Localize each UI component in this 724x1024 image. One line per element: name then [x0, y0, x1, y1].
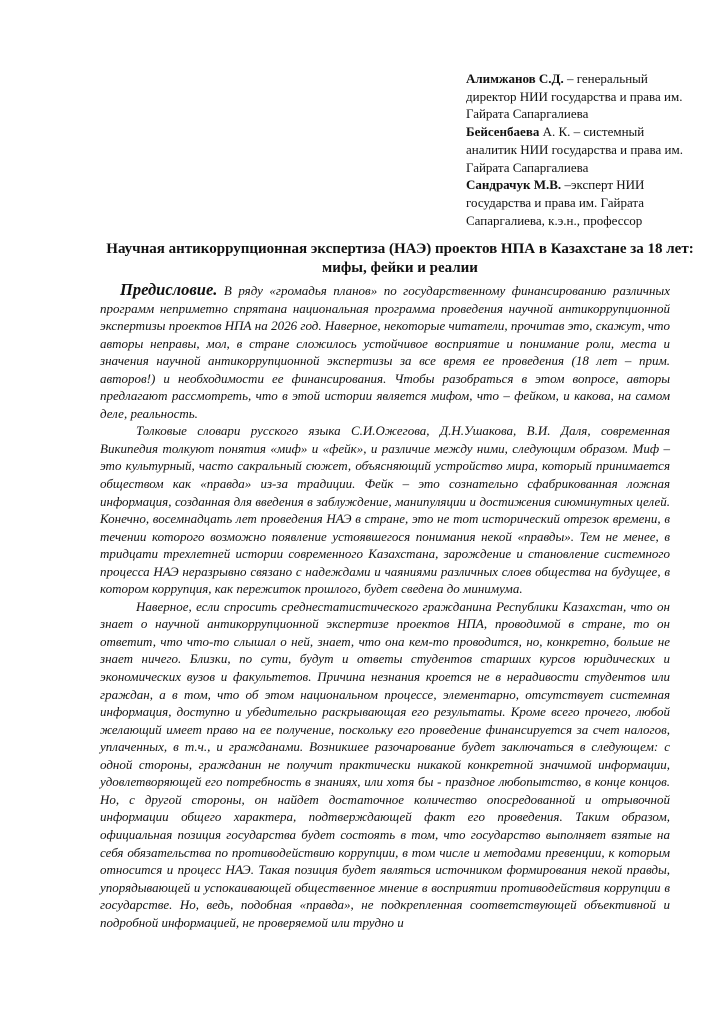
author-name: Бейсенбаева — [466, 124, 540, 140]
paragraph-preface — [100, 281, 670, 422]
author-name: Алимжанов С.Д. — [466, 71, 564, 86]
paragraph-definitions: Толковые словари русского языка С.И.Ожегова, Д.Н.Ушакова, В.И. Даля, современная Википедия толкуют понятия «миф» и «фейк», и различие между ними, следующим образом. Миф – это культурный, часто сакральный сюжет, объясняющий устройство мира, который принимается обществом как «правда» из-за традиции. Фейк – это сознательно сфабрикованная ложная информация, созданная для введения в заблуждение, манипуляции и достижения сиюминутных целей. Конечно, восемнадцать лет проведения НАЭ в стране, это не тот исторический отрезок времени, в течении которого возможно появление устоявшегося понимания некой «правды». Тем не менее, в тридцати трехлетней истории современного Казахстана, зарождение и становление системного процесса НАЭ неразрывно связано с надеждами и чаяниями различных слоев общества на будущее, в котором коррупция, как пережиток прошлого, будет сведена до минимума. — [100, 423, 670, 597]
authors-block — [466, 70, 696, 229]
article-body — [100, 281, 670, 931]
author-name: Сандрачук М.В. — [466, 177, 562, 193]
article-title: Научная антикоррупционная экспертиза (НАЭ) проектов НПА в Казахстане за 18 лет: мифы, фейки и реалии — [106, 241, 694, 276]
author-description: –эксперт НИИ государства и права им. Гайрата Сапаргалиева, к.э.н., профессор — [466, 177, 645, 228]
author-description: А. К. – системный аналитик НИИ государства и права им. Гайрата Сапаргалиева — [466, 124, 683, 175]
author-description: – генеральный директор НИИ государства и права им. Гайрата Сапаргалиева — [466, 71, 683, 122]
author-entry-2 — [466, 123, 696, 176]
paragraph-citizen: Наверное, если спросить среднестатистического гражданина Республики Казахстан, что он знает о научной антикоррупционной экспертизе проектов НПА, проводимой в стране, то он ответит, что что-то слышал о ней, знает, что она кем-то проводится, но, конкретно, больше не знает ничего. Близки, по сути, будут и ответы студентов старших курсов юридических и экономических вузов и факультетов. Причина незнания кроется не в нерадивости студентов или граждан, а в том, что об этом национальном процессе, элементарно, отсутствует системная информация, доступно и убедительно раскрывающая его результаты. Кроме всего прочего, любой желающий имеет право на ее получение, поскольку его проведение финансируется за счет налогов, уплаченных, в т.ч., и гражданами. Возникшее разочарование будет заключаться в следующем: с одной стороны, гражданин не получит практически никакой конкретной значимой информации, удовлетворяющей его потребность в знаниях, или хотя бы - праздное любопытство, в конце концов. Но, с другой стороны, он найдет достаточное количество опосредованной и отрывочной информации общего характера, подтверждающей факт его проведения. Таким образом, официальная позиция государства будет состоять в том, что государство выполняет взятые на себя обязательства по противодействию коррупции, в том числе и методами превенции, к которым относится и процесс НАЭ. Такая позиция будет являться источником формирования некой правды, упорядывающей и успокаивающей общественное мнение в восприятии противодействия коррупции в государстве. Но, ведь, подобная «правда», не подкрепленная соответствующей объективной и подробной информацией, не проверяемой или трудно и — [100, 598, 670, 930]
author-entry-1 — [466, 70, 696, 123]
author-entry-3 — [466, 176, 696, 229]
paragraph-text: В ряду «громадья планов» по государственному финансированию различных программ неприметно спрятана национальная программа проведения научной антикоррупционной экспертизы проектов НПА на 2026 год. Наверное, некоторые читатели, прочитав это, скажут, что авторы неправы, мол, в стране сложилось устойчивое восприятие и понимание роли, места и значения научной антикоррупционной экспертизы за все время ее проведения (18 лет – прим. авторов!) и необходимости ее финансирования. Чтобы разобраться в этом вопросе, авторы предлагают рассмотреть, что в этой истории является мифом, что – фейком, и какова, на самом деле, реальность. — [100, 283, 670, 421]
preface-label: Предисловие. — [120, 280, 218, 299]
